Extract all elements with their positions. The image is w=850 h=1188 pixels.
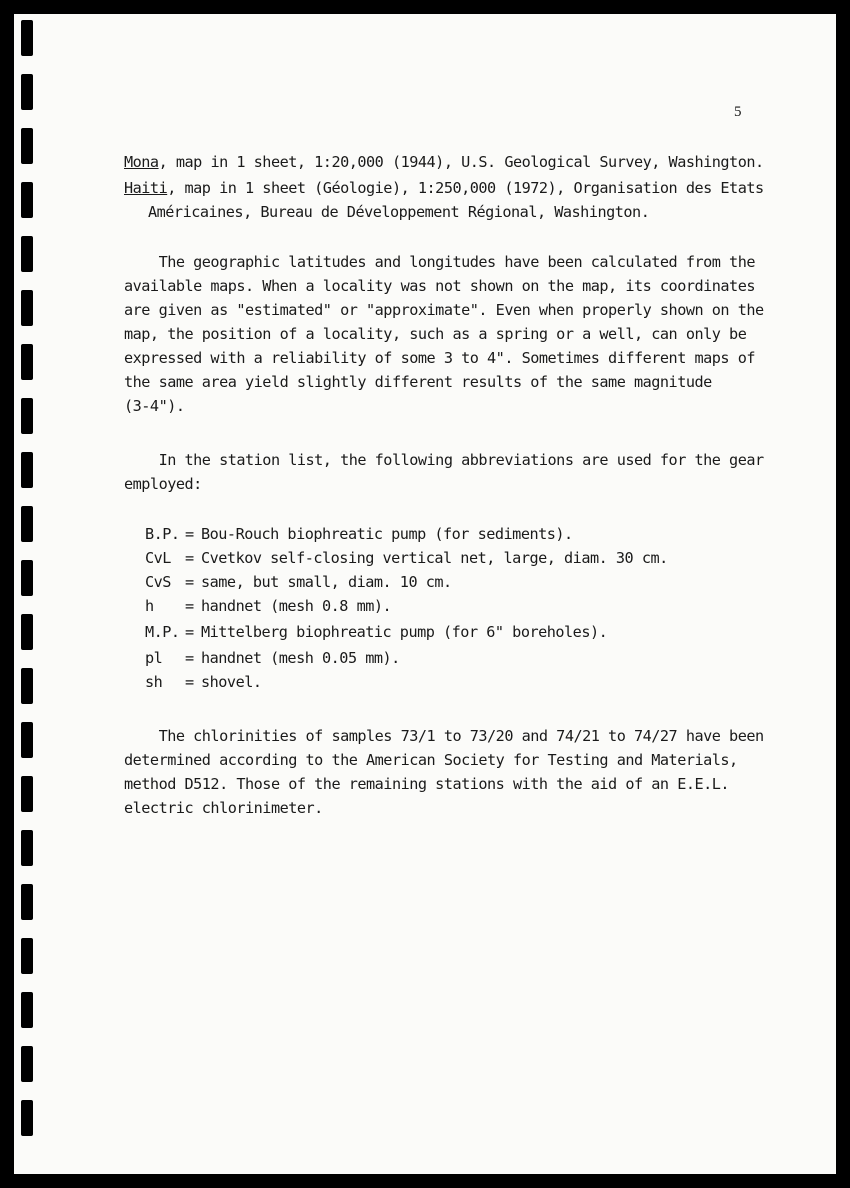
reference-title: Mona (124, 153, 159, 171)
abbreviation-text: handnet (mesh 0.05 mm). (201, 649, 400, 667)
page-number: 5 (734, 104, 742, 120)
binding-hole (21, 776, 33, 812)
binding-hole (21, 884, 33, 920)
abbreviation-row (145, 594, 391, 618)
abbreviation-row (145, 620, 607, 644)
abbreviation-text: Bou-Rouch biophreatic pump (for sediments). (201, 525, 573, 543)
equals-sign: = (185, 573, 194, 591)
equals-sign: = (185, 597, 194, 615)
binding-hole (21, 506, 33, 542)
abbreviation-key: CvS (145, 573, 171, 591)
paragraph-line: map, the position of a locality, such as a spring or a well, can only be (124, 325, 747, 343)
abbreviation-key: M.P. (145, 623, 180, 641)
binding-hole (21, 992, 33, 1028)
abbreviation-row (145, 570, 452, 594)
binding-holes (21, 0, 35, 1188)
paragraph-line: determined according to the American Society for Testing and Materials, (124, 751, 738, 769)
paragraph-line: The chlorinities of samples 73/1 to 73/20 and 74/21 to 74/27 have been (124, 727, 764, 745)
binding-hole (21, 722, 33, 758)
binding-hole (21, 74, 33, 110)
abbreviation-row (145, 670, 262, 694)
binding-hole (21, 128, 33, 164)
equals-sign: = (185, 549, 194, 567)
equals-sign: = (185, 525, 194, 543)
binding-hole (21, 938, 33, 974)
paragraph-line: method D512. Those of the remaining stations with the aid of an E.E.L. (124, 775, 730, 793)
binding-hole (21, 20, 33, 56)
abbreviation-key: pl (145, 649, 163, 667)
paragraph-line: The geographic latitudes and longitudes have been calculated from the (124, 253, 755, 271)
binding-hole (21, 398, 33, 434)
abbreviation-key: sh (145, 673, 163, 691)
reference-mona (124, 150, 764, 174)
binding-hole (21, 344, 33, 380)
paragraph-line: expressed with a reliability of some 3 to 4". Sometimes different maps of (124, 349, 755, 367)
equals-sign: = (185, 673, 194, 691)
binding-hole (21, 1046, 33, 1082)
binding-hole (21, 668, 33, 704)
abbreviation-text: handnet (mesh 0.8 mm). (201, 597, 392, 615)
reference-text: , map in 1 sheet, 1:20,000 (1944), U.S. Geological Survey, Washington. (158, 153, 764, 171)
reference-continuation: Américaines, Bureau de Développement Régional, Washington. (148, 203, 650, 221)
binding-hole (21, 614, 33, 650)
reference-title: Haiti (124, 179, 168, 197)
equals-sign: = (185, 623, 194, 641)
reference-text: , map in 1 sheet (Géologie), 1:250,000 (1972), Organisation des Etats (167, 179, 764, 197)
abbreviation-row (145, 546, 668, 570)
paragraph-line: (3-4"). (124, 397, 185, 415)
abbreviation-key: h (145, 597, 154, 615)
abbreviation-text: Mittelberg biophreatic pump (for 6" boreholes). (201, 623, 608, 641)
abbreviation-key: CvL (145, 549, 171, 567)
binding-hole (21, 236, 33, 272)
abbreviation-text: shovel. (201, 673, 262, 691)
paragraph-line: available maps. When a locality was not shown on the map, its coordinates (124, 277, 755, 295)
binding-hole (21, 290, 33, 326)
paragraph-line: the same area yield slightly different results of the same magnitude (124, 373, 712, 391)
binding-hole (21, 1100, 33, 1136)
equals-sign: = (185, 649, 194, 667)
abbreviation-text: same, but small, diam. 10 cm. (201, 573, 452, 591)
paragraph-line: employed: (124, 475, 202, 493)
binding-hole (21, 452, 33, 488)
abbreviation-row (145, 522, 573, 546)
paragraph-line: In the station list, the following abbreviations are used for the gear (124, 451, 764, 469)
binding-hole (21, 830, 33, 866)
abbreviation-key: B.P. (145, 525, 180, 543)
reference-haiti (124, 176, 764, 200)
binding-hole (21, 182, 33, 218)
binding-hole (21, 560, 33, 596)
paragraph-line: are given as "estimated" or "approximate". Even when properly shown on the (124, 301, 764, 319)
paragraph-line: electric chlorinimeter. (124, 799, 323, 817)
abbreviation-row (145, 646, 400, 670)
abbreviation-text: Cvetkov self-closing vertical net, large, diam. 30 cm. (201, 549, 668, 567)
